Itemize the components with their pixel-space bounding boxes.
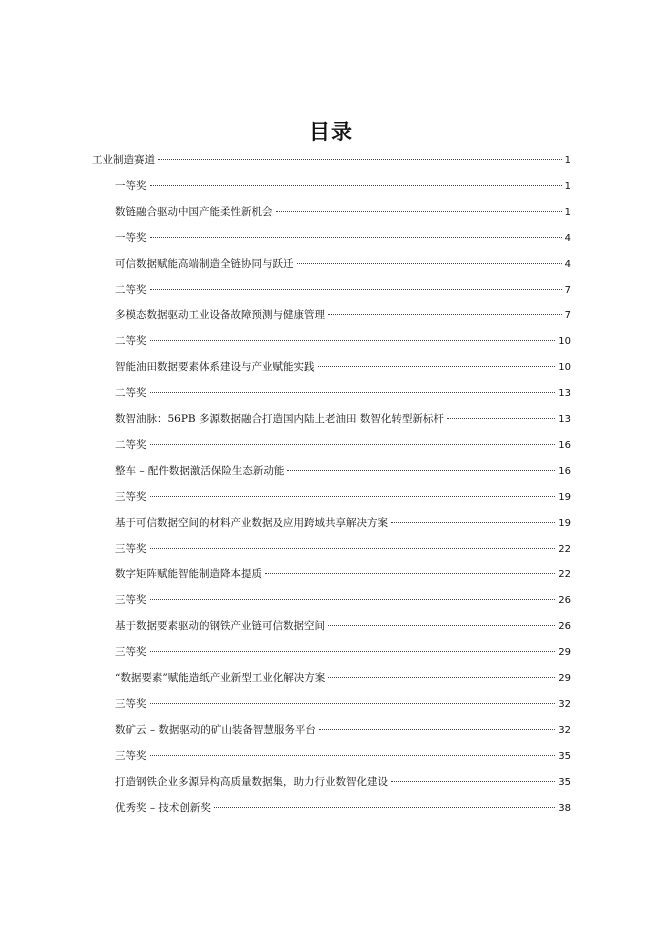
toc-page-number: 19: [558, 491, 571, 503]
toc-entry[interactable]: [115, 541, 571, 557]
toc-entry[interactable]: [115, 282, 571, 298]
toc-entry-text: 二等奖: [115, 335, 147, 348]
toc-dot-leader: [287, 470, 555, 471]
toc-page-number: 35: [558, 750, 571, 762]
toc-dot-leader: [447, 418, 555, 419]
toc-entry-text: 三等奖: [115, 490, 147, 503]
toc-entry-text: 一等奖: [115, 231, 147, 244]
toc-page-number: 7: [564, 284, 571, 296]
toc-entry[interactable]: [115, 178, 571, 194]
toc-entry[interactable]: [115, 644, 571, 660]
toc-entry[interactable]: [115, 618, 571, 634]
toc-entry-text: 三等奖: [115, 749, 147, 762]
toc-page-number: 26: [558, 621, 571, 633]
toc-page-number: 35: [558, 776, 571, 788]
toc-page-number: 26: [558, 595, 571, 607]
toc-entry-text: 三等奖: [115, 646, 147, 659]
toc-dot-leader: [318, 366, 556, 367]
toc-entry[interactable]: [115, 256, 571, 272]
toc-entry-text: 打造钢铁企业多源异构高质量数据集，助力行业数智化建设: [115, 775, 388, 788]
toc-page-number: 29: [558, 647, 571, 659]
toc-entry[interactable]: [115, 333, 571, 349]
toc-page-number: 16: [558, 465, 571, 477]
toc-page-number: 13: [558, 414, 571, 425]
toc-entry[interactable]: [115, 800, 571, 816]
toc-entry-text: 数智油脉：56PB 多源数据融合打造国内陆上老油田 数智化转型新标杆: [115, 413, 444, 425]
toc-dot-leader: [328, 625, 555, 626]
toc-dot-leader: [276, 211, 562, 212]
toc-entry-text: 基于数据要素驱动的钢铁产业链可信数据空间: [115, 620, 325, 633]
toc-title: 目录: [309, 120, 353, 144]
toc-entry[interactable]: [115, 463, 571, 479]
toc-page-number: 32: [558, 724, 571, 736]
toc-page-number: 10: [558, 362, 571, 374]
toc-page-number: 29: [558, 673, 571, 684]
toc-entry-text: 一等奖: [115, 179, 147, 192]
toc-dot-leader: [150, 237, 562, 238]
toc-entry-text: 工业制造赛道: [92, 154, 155, 166]
toc-entry[interactable]: [115, 359, 571, 375]
toc-entry[interactable]: [115, 515, 571, 531]
toc-page-number: 1: [564, 155, 571, 166]
toc-dot-leader: [391, 522, 555, 523]
toc-entry[interactable]: [115, 385, 571, 401]
toc-entry-text: 二等奖: [115, 387, 147, 400]
toc-dot-leader: [150, 496, 556, 497]
toc-page-number: 22: [558, 569, 571, 581]
toc-dot-leader: [150, 392, 556, 393]
toc-entry-text: 基于可信数据空间的材料产业数据及应用跨域共享解决方案: [115, 516, 388, 529]
toc-entry-text: 多模态数据驱动工业设备故障预测与健康管理: [115, 309, 325, 322]
toc-page-number: 4: [564, 258, 571, 270]
toc-entry[interactable]: [115, 230, 571, 246]
toc-entry[interactable]: [115, 722, 571, 738]
toc-entry-text: 三等奖: [115, 542, 147, 555]
toc-page-number: 38: [558, 802, 571, 814]
toc-entry-text: 可信数据赋能高端制造全链协同与跃迁: [115, 257, 294, 270]
toc-entry-text: 三等奖: [115, 594, 147, 607]
toc-entry[interactable]: [115, 437, 571, 453]
toc-dot-leader: [265, 573, 555, 574]
toc-page-number: 19: [558, 517, 571, 529]
toc-page-number: 16: [558, 439, 571, 451]
toc-dot-leader: [150, 444, 556, 445]
toc-page-number: 4: [564, 232, 571, 244]
toc-entry[interactable]: [115, 489, 571, 505]
toc-entry-text: 数字矩阵赋能智能制造降本提质: [115, 568, 262, 581]
toc-dot-leader: [150, 755, 556, 756]
toc-entry[interactable]: [115, 566, 571, 582]
toc-entry-text: 三等奖: [115, 697, 147, 710]
toc-dot-leader: [150, 651, 556, 652]
toc-dot-leader: [150, 703, 556, 704]
toc-entry[interactable]: [115, 204, 571, 220]
toc-dot-leader: [150, 289, 562, 290]
toc-entry-text: “数据要素”赋能造纸产业新型工业化解决方案: [115, 672, 326, 684]
toc-dot-leader: [391, 781, 555, 782]
toc-dot-leader: [214, 807, 555, 808]
toc-page-number: 1: [564, 180, 571, 192]
toc-dot-leader: [319, 729, 555, 730]
toc-entry[interactable]: [115, 670, 571, 686]
toc-entry-text: 优秀奖 – 技术创新奖: [115, 801, 211, 814]
toc-entry-text: 数矿云 – 数据驱动的矿山装备智慧服务平台: [115, 723, 316, 736]
toc-dot-leader: [150, 340, 556, 341]
toc-page-number: 22: [558, 543, 571, 555]
toc-entry-text: 二等奖: [115, 283, 147, 296]
toc-entry[interactable]: [115, 307, 571, 323]
toc-entry[interactable]: [115, 748, 571, 764]
toc-page-number: 1: [564, 206, 571, 218]
toc-page-number: 32: [558, 698, 571, 710]
toc-entry[interactable]: [115, 696, 571, 712]
toc-dot-leader: [150, 548, 556, 549]
toc-entry-text: 二等奖: [115, 438, 147, 451]
toc-dot-leader: [150, 185, 562, 186]
toc-entry[interactable]: [115, 411, 571, 427]
toc-page-number: 10: [558, 336, 571, 348]
toc-entry[interactable]: [115, 592, 571, 608]
toc-page-number: 7: [564, 310, 571, 322]
toc-entry-text: 智能油田数据要素体系建设与产业赋能实践: [115, 361, 315, 374]
toc-entry-text: 数链融合驱动中国产能柔性新机会: [115, 205, 273, 218]
toc-dot-leader: [158, 159, 562, 160]
toc-page-number: 13: [558, 388, 571, 400]
toc-dot-leader: [150, 599, 556, 600]
toc-dot-leader: [328, 314, 562, 315]
toc-dot-leader: [297, 263, 562, 264]
toc-entry[interactable]: [115, 774, 571, 790]
toc-entry-text: 整车 – 配件数据激活保险生态新动能: [115, 464, 285, 477]
toc-dot-leader: [328, 677, 555, 678]
toc-section-entry[interactable]: [92, 152, 571, 168]
